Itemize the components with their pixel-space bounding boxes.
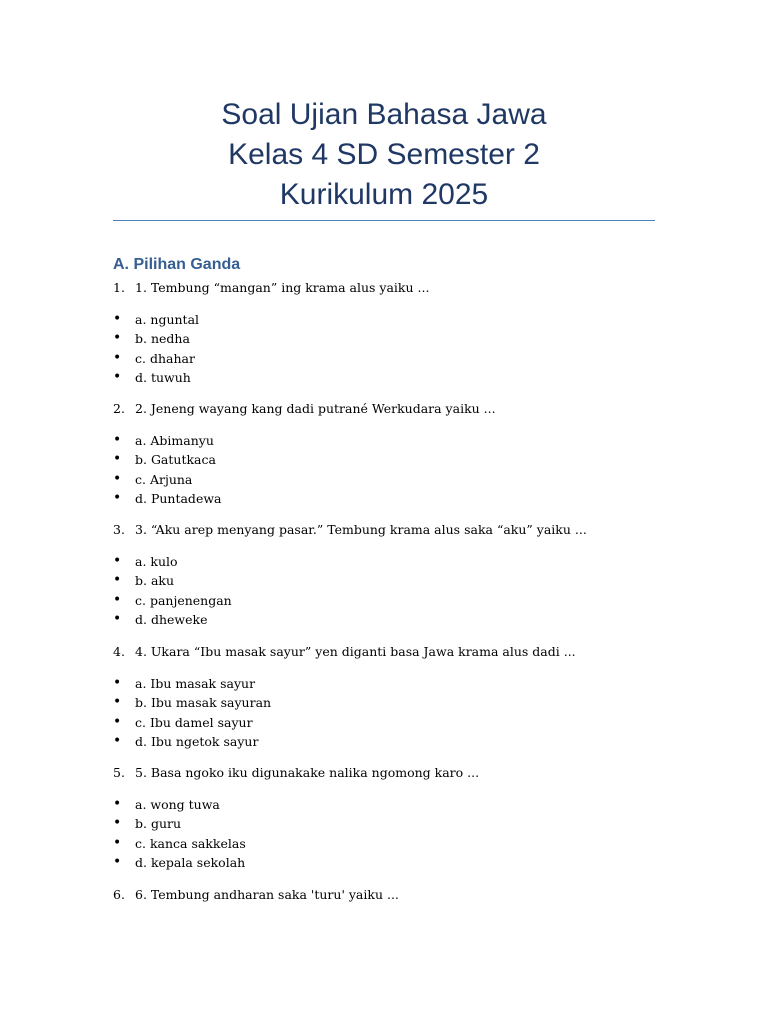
bullet-icon: • [113, 451, 122, 468]
title-line-2: Kelas 4 SD Semester 2 [228, 138, 540, 171]
bullet-icon: • [113, 675, 122, 691]
question-number: 6. [113, 887, 125, 902]
bullet-icon: • [113, 311, 122, 327]
option-text: d. kepala sekolah [135, 854, 246, 870]
question-text: 4. Ukara “Ibu masak sayur” yen diganti basa Jawa krama alus dadi ... [135, 644, 576, 659]
bullet-icon: • [113, 591, 122, 608]
title-line-3: Kurikulum 2025 [279, 178, 489, 211]
option-text: a. Ibu masak sayur [135, 676, 256, 691]
title-divider [113, 220, 655, 221]
option-text: b. Gatutkaca [135, 452, 216, 468]
bullet-icon: • [113, 470, 122, 487]
question-text: 5. Basa ngoko iku digunakake nalika ngomong karo ... [135, 765, 480, 780]
bullet-icon: • [113, 713, 122, 730]
option-text: a. kulo [135, 554, 178, 569]
option-text: d. dheweke [135, 611, 208, 627]
option-text: c. dhahar [135, 350, 195, 366]
bullet-icon: • [113, 732, 122, 749]
option-text: a. wong tuwa [135, 797, 220, 812]
option-text: c. kanca sakkelas [135, 835, 246, 851]
bullet-icon: • [113, 368, 122, 385]
question-text: 3. “Aku arep menyang pasar.” Tembung krama alus saka “aku” yaiku ... [135, 522, 587, 537]
bullet-icon: • [113, 694, 122, 711]
title-line-1: Soal Ujian Bahasa Jawa [221, 98, 547, 131]
option-text: d. tuwuh [135, 369, 191, 385]
bullet-icon: • [113, 796, 122, 812]
bullet-icon: • [113, 815, 122, 832]
question-number: 1. [113, 280, 125, 295]
question-text: 6. Tembung andharan saka 'turu' yaiku ... [135, 887, 399, 902]
option-text: c. Ibu damel sayur [135, 714, 253, 730]
option-text: b. aku [135, 573, 175, 589]
option-text: b. Ibu masak sayuran [135, 695, 272, 711]
option-text: a. Abimanyu [135, 433, 214, 448]
bullet-icon: • [113, 553, 122, 569]
question-number: 3. [113, 522, 125, 537]
bullet-icon: • [113, 330, 122, 347]
option-text: b. guru [135, 816, 182, 832]
bullet-icon: • [113, 432, 122, 448]
option-text: c. Arjuna [135, 471, 193, 487]
question-number: 2. [113, 401, 125, 416]
question-number: 5. [113, 765, 125, 780]
document-title [113, 95, 655, 215]
bullet-icon: • [113, 853, 122, 870]
question-text: 1. Tembung “mangan” ing krama alus yaiku ... [135, 280, 430, 295]
bullet-icon: • [113, 489, 122, 506]
option-text: c. panjenengan [135, 592, 232, 608]
option-text: b. nedha [135, 331, 190, 347]
option-text: d. Ibu ngetok sayur [135, 733, 259, 749]
section-heading: A. Pilihan Ganda [113, 256, 241, 273]
bullet-icon: • [113, 349, 122, 366]
bullet-icon: • [113, 572, 122, 589]
question-text: 2. Jeneng wayang kang dadi putrané Werkudara yaiku ... [135, 401, 496, 416]
bullet-icon: • [113, 834, 122, 851]
option-text: d. Puntadewa [135, 490, 222, 506]
question-number: 4. [113, 644, 125, 659]
option-text: a. nguntal [135, 312, 200, 327]
bullet-icon: • [113, 610, 122, 627]
